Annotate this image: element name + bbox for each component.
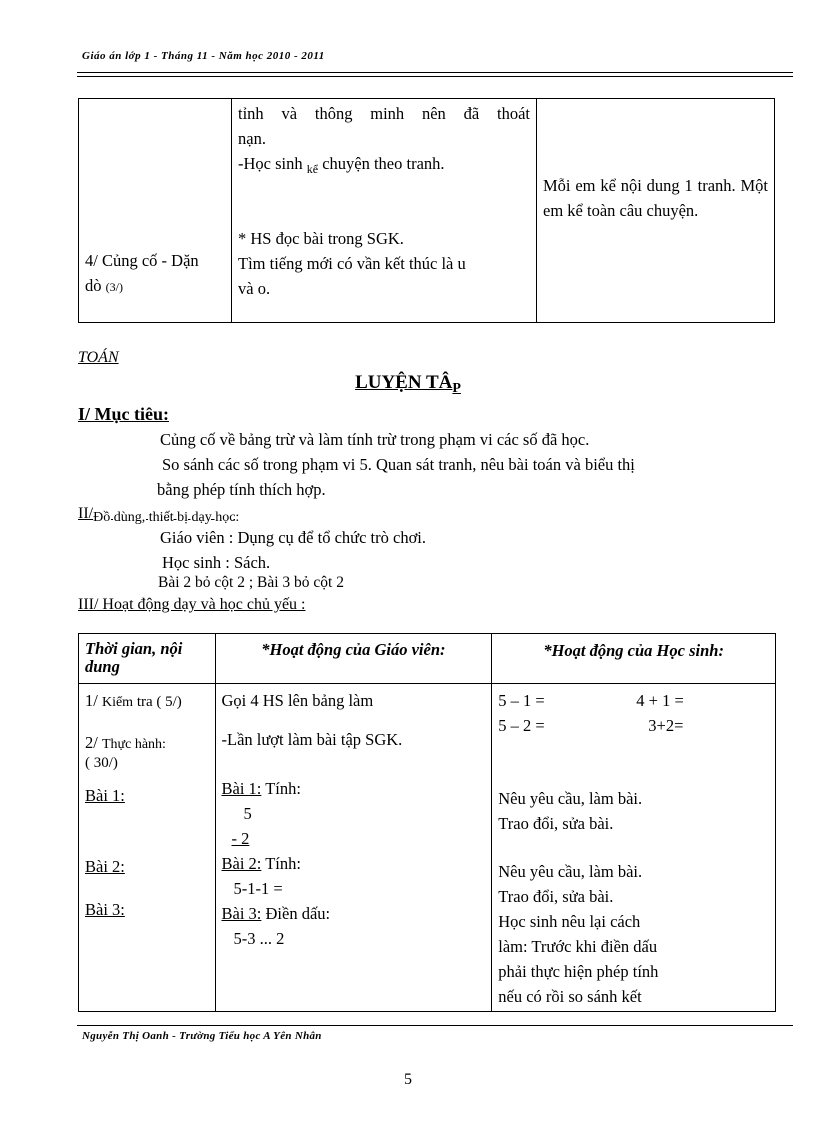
section2-heading: [78, 505, 239, 523]
subject-label: TOÁN: [78, 349, 119, 366]
section1-line1: Củng cố về bảng trừ và làm tính trừ trong phạm vi các số đã học.: [160, 430, 590, 449]
t1-time-text: dò: [85, 276, 102, 295]
t2-thuchanh: [85, 733, 209, 753]
t2-teacher-b2-e: 5-1-1 =: [233, 879, 283, 898]
t2-teacher-b1-label: Bài 1:: [221, 779, 262, 798]
t2-teacher-b1-text: Tính:: [261, 779, 301, 798]
footer-rule: [77, 1025, 793, 1026]
lesson-title: [0, 372, 816, 394]
t2-spacer2: [85, 808, 209, 854]
section2-line2: Học sinh : Sách.: [162, 553, 271, 572]
t2-teacher-b2-label: Bài 2:: [221, 854, 262, 873]
t2-col-student: [492, 684, 776, 1012]
t1-spacer: [238, 178, 530, 226]
t2-teacher-b1-n2-wrap: [222, 826, 486, 851]
t2-spacer1: [85, 713, 209, 733]
t2-teacher-b3-text: Điền dấu:: [261, 904, 331, 923]
t1-student-text: Mỗi em kể nội dung 1 tranh. Một em kể toàn câu chuyện.: [543, 176, 768, 220]
header-rule: [77, 72, 793, 73]
t1-teacher-line6: và o.: [238, 279, 271, 298]
section1-line3: bằng phép tính thích hợp.: [157, 480, 326, 499]
t2-thuchanh-num: 2/: [85, 733, 102, 752]
header-rule-2: [77, 76, 793, 77]
t2-header-teacher: *Hoạt động của Giáo viên:: [215, 634, 492, 684]
t2-teacher-b1: [222, 776, 486, 801]
t2-teacher-b3-e: 5-3 ... 2: [233, 929, 285, 948]
t2-header-student: *Hoạt động của Học sinh:: [492, 634, 776, 684]
t2-teacher-b2: [222, 851, 486, 876]
t2-spacer7: [498, 836, 769, 859]
t2-student-r3: Nêu yêu cầu, làm bài.: [498, 862, 643, 881]
t2-thuchanh-word: Thực hành:: [101, 737, 166, 752]
activity-table-continued: [78, 98, 775, 323]
t2-teacher-b3: [222, 901, 486, 926]
page-number: 5: [404, 1071, 412, 1088]
t2-spacer4: [222, 713, 486, 727]
t2-student-r2: Trao đổi, sửa bài.: [498, 814, 614, 833]
page-header: Giáo án lớp 1 - Tháng 11 - Năm học 2010 - 2011: [82, 50, 325, 62]
t2-col-time: [79, 684, 216, 1012]
activity-table: [78, 633, 776, 1012]
t2-teacher-b3-label: Bài 3:: [221, 904, 262, 923]
t2-teacher-l1: Gọi 4 HS lên bảng làm: [221, 691, 374, 710]
t2-bai2: Bài 2:: [85, 857, 125, 876]
t1-col-teacher: [232, 99, 537, 323]
t2-spacer6: [498, 738, 769, 786]
t1-teacher-line3: [238, 151, 530, 178]
t1-time-duration: (3/): [105, 280, 123, 294]
t2-math-row1: [498, 688, 769, 713]
t2-teacher-b1-n1: 5: [243, 804, 252, 823]
t2-bai3: Bài 3:: [85, 900, 125, 919]
t2-thuchanh-time: ( 30/): [85, 755, 118, 771]
t2-math-3: 5 – 2 =: [498, 716, 545, 735]
t2-math-4: 3+2=: [648, 716, 684, 735]
t1-teacher-line4: * HS đọc bài trong SGK.: [238, 229, 404, 248]
t1-col-time: [79, 99, 232, 323]
t2-kiemtra-word: Kiểm: [101, 695, 134, 710]
t1-teacher-line5: Tìm tiếng mới có vần kết thúc là u: [238, 254, 466, 273]
t2-teacher-l2: -Lần lượt làm bài tập SGK.: [221, 730, 403, 749]
section2-heading-text: Đồ dùng, thiết bị dạy học:: [93, 510, 240, 525]
t2-student-r4: Trao đổi, sửa bài.: [498, 887, 614, 906]
section2-line1: Giáo viên : Dụng cụ để tổ chức trò chơi.: [160, 528, 427, 547]
t2-math-row2: [498, 713, 769, 738]
t2-col-teacher: [215, 684, 492, 1012]
section1-line2: So sánh các số trong phạm vi 5. Quan sát tranh, nêu bài toán và biểu thị: [162, 455, 635, 474]
t1-teacher-line3a: -Học sinh: [238, 154, 307, 173]
t1-teacher-line3c: chuyện theo tranh.: [318, 154, 445, 173]
t2-student-r5: Học sinh nêu lại cách: [498, 912, 641, 931]
page-footer: Nguyễn Thị Oanh - Trường Tiểu học A Yên Nhân: [82, 1030, 322, 1042]
t2-teacher-b2-text: Tính:: [261, 854, 301, 873]
t2-header-time: Thời gian, nội dung: [79, 634, 216, 684]
lesson-title-main: LUYỆN TÂ: [355, 372, 453, 393]
t2-math-2: 4 + 1 =: [636, 691, 684, 710]
lesson-title-tail: P: [452, 381, 461, 396]
t2-teacher-b1-n2: - 2: [231, 829, 250, 848]
t2-bai1: Bài 1:: [85, 786, 125, 805]
t2-kiemtra-time: tra ( 5/): [133, 694, 182, 710]
t2-student-r8: nếu có rồi so sánh kết: [498, 987, 642, 1006]
t1-teacher-line3b: kể: [306, 162, 319, 176]
t1-time-line1: 4/ Củng cố - Dặn: [85, 251, 199, 270]
section3-heading: III/ Hoạt động dạy và học chủ yếu :: [78, 596, 306, 613]
t1-time-line2: [85, 273, 225, 300]
t2-spacer3: [85, 879, 209, 897]
t2-kiemtra: [85, 688, 209, 713]
t1-teacher-line1: tỉnh và thông minh nên đã thoát: [238, 104, 530, 123]
section2-line3: Bài 2 bỏ cột 2 ; Bài 3 bỏ cột 2: [158, 574, 344, 591]
section1-heading: I/ Mục tiêu:: [78, 404, 169, 424]
t2-spacer5: [222, 752, 486, 776]
t2-student-r6: làm: Trước khi điền dấu: [498, 937, 658, 956]
t2-kiemtra-num: 1/: [85, 691, 102, 710]
t1-col-student: [537, 99, 775, 323]
t2-student-r7: phải thực hiện phép tính: [498, 962, 659, 981]
section2-heading-num: II/: [78, 505, 94, 522]
t2-math-1: 5 – 1 =: [498, 691, 545, 710]
t1-teacher-line2: nạn.: [238, 129, 266, 148]
t2-student-r1: Nêu yêu cầu, làm bài.: [498, 789, 643, 808]
